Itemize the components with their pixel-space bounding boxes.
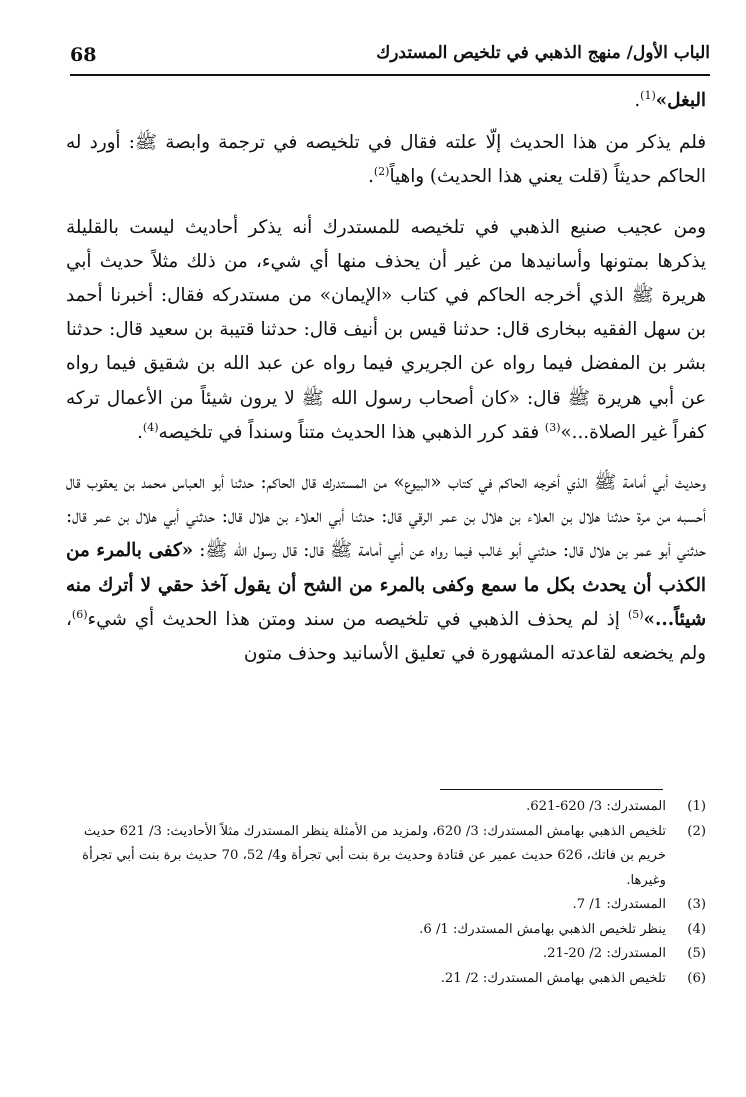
- footnote-number: (6): [687, 970, 706, 986]
- bold-text: «كفى بالمرء من الكذب أن يحدث بكل ما سمع وكفى بالمرء من الشح أن يقول آخذ حقي لا أترك منه شيئاً...»: [66, 540, 706, 630]
- footnote-text: المستدرك: 2/ 20-21.: [542, 946, 666, 961]
- footnote-number: (4): [687, 921, 706, 937]
- footnote-ref: (6): [71, 607, 88, 621]
- running-title: الباب الأول/ منهج الذهبي في تلخيص المستدرك: [376, 43, 710, 63]
- footnote-ref: (2): [373, 165, 390, 179]
- text-run: .: [137, 421, 143, 443]
- text-run: إذ لم يحذف الذهبي في تلخيصه من سند ومتن هذا الحديث أي شيء: [87, 608, 628, 630]
- page-number: 68: [70, 44, 97, 66]
- text-run: .: [368, 166, 374, 188]
- paragraph: [66, 466, 706, 671]
- footnote-number: (5): [687, 946, 706, 961]
- text-run: فلم يذكر من هذا الحديث إلّا علته فقال في تلخيصه في ترجمة وابصة ﷺ: أورد له الحاكم حديثاً (قلت يعني هذا الحديث) واهياً: [66, 132, 706, 188]
- footnote: [66, 893, 706, 918]
- footnote-number: (1): [687, 799, 706, 814]
- footnotes: [66, 795, 706, 991]
- footnote: [66, 942, 706, 967]
- text-run: وحديث أبي أمامة ﷺ الذي أخرجه الحاكم في كتاب «البيوع» من المستدرك قال الحاكم: حدثنا أبو العباس محمد بن يعقوب قال أحسبه من مرة حدثنا هلال بن العلاء بن هلال بن عمر الرقي قال: حدثنا أبي العلاء بن هلال قال: حدثني أبي هلال بن عمر قال: حدثني أبو عمر بن هلال قال: حدثني أبو غالب فيما رواه عن أبي أمامة ﷺ قال: قال رسول الله ﷺ:: [66, 472, 706, 562]
- bold-text: البغل»: [655, 90, 706, 111]
- footnote-text: المستدرك: 1/ 7.: [572, 897, 666, 912]
- footnote-ref: (4): [142, 420, 159, 434]
- footnote: [66, 918, 706, 943]
- footnote-ref: (3): [544, 420, 561, 434]
- main-text: [66, 84, 706, 687]
- footnote-ref: (5): [627, 607, 644, 621]
- footnote: [66, 820, 706, 894]
- paragraph: [66, 126, 706, 194]
- footnote-text: ينظر تلخيص الذهبي بهامش المستدرك: 1/ 6.: [419, 921, 666, 937]
- footnote-number: (3): [687, 897, 706, 912]
- paragraph: [66, 211, 706, 450]
- footnote-text: تلخيص الذهبي بهامش المستدرك: 3/ 620، ولمزيد من الأمثلة ينظر المستدرك مثلاً الأحاديث: 3/ 621 حديث خريم بن فاتك، 626 حديث عمير عن قتادة وحديث برة بنت أبي تجرأة و4/ 52، 70 حديث برة بنت أبي تجرأة وغيرها.: [82, 823, 666, 888]
- footnote-text: المستدرك: 3/ 620-621.: [526, 799, 666, 814]
- footnote: [66, 967, 706, 992]
- text-run: فقد كرر الذهبي هذا الحديث متناً وسنداً في تلخيصه: [158, 421, 545, 443]
- text-run: ومن عجيب صنيع الذهبي في تلخيصه للمستدرك أنه يذكر أحاديث ليست بالقليلة يذكرها بمتونها وأسانيدها من غير أن يحذف منها أي شيء، من ذلك مثلاً حديث أبي هريرة ﷺ الذي أخرجه الحاكم في كتاب «الإيمان» من مستدركه فقال: أخبرنا أحمد بن سهل الفقيه ببخارى قال: حدثنا قيس بن أنيف قال: حدثنا قتيبة بن سعيد قال: حدثنا بشر بن المفضل فيما رواه عن الجريري فيما رواه عن عبد الله بن شقيق فيما رواه عن أبي هريرة ﷺ قال: «كان أصحاب رسول الله ﷺ لا يرون شيئاً من الأعمال تركه كفراً غير الصلاة...»: [66, 216, 706, 443]
- paragraph: [66, 84, 706, 118]
- page-header: [70, 40, 710, 76]
- footnote-separator: [440, 789, 663, 790]
- footnote: [66, 795, 706, 820]
- footnote-ref: (1): [640, 88, 656, 102]
- footnote-text: تلخيص الذهبي بهامش المستدرك: 2/ 21.: [440, 970, 666, 986]
- footnote-number: (2): [687, 823, 706, 839]
- text-run: .: [634, 90, 641, 111]
- text-run: ، ولم يخضعه لقاعدته المشهورة في تعليق الأسانيد وحذف متون: [66, 608, 706, 665]
